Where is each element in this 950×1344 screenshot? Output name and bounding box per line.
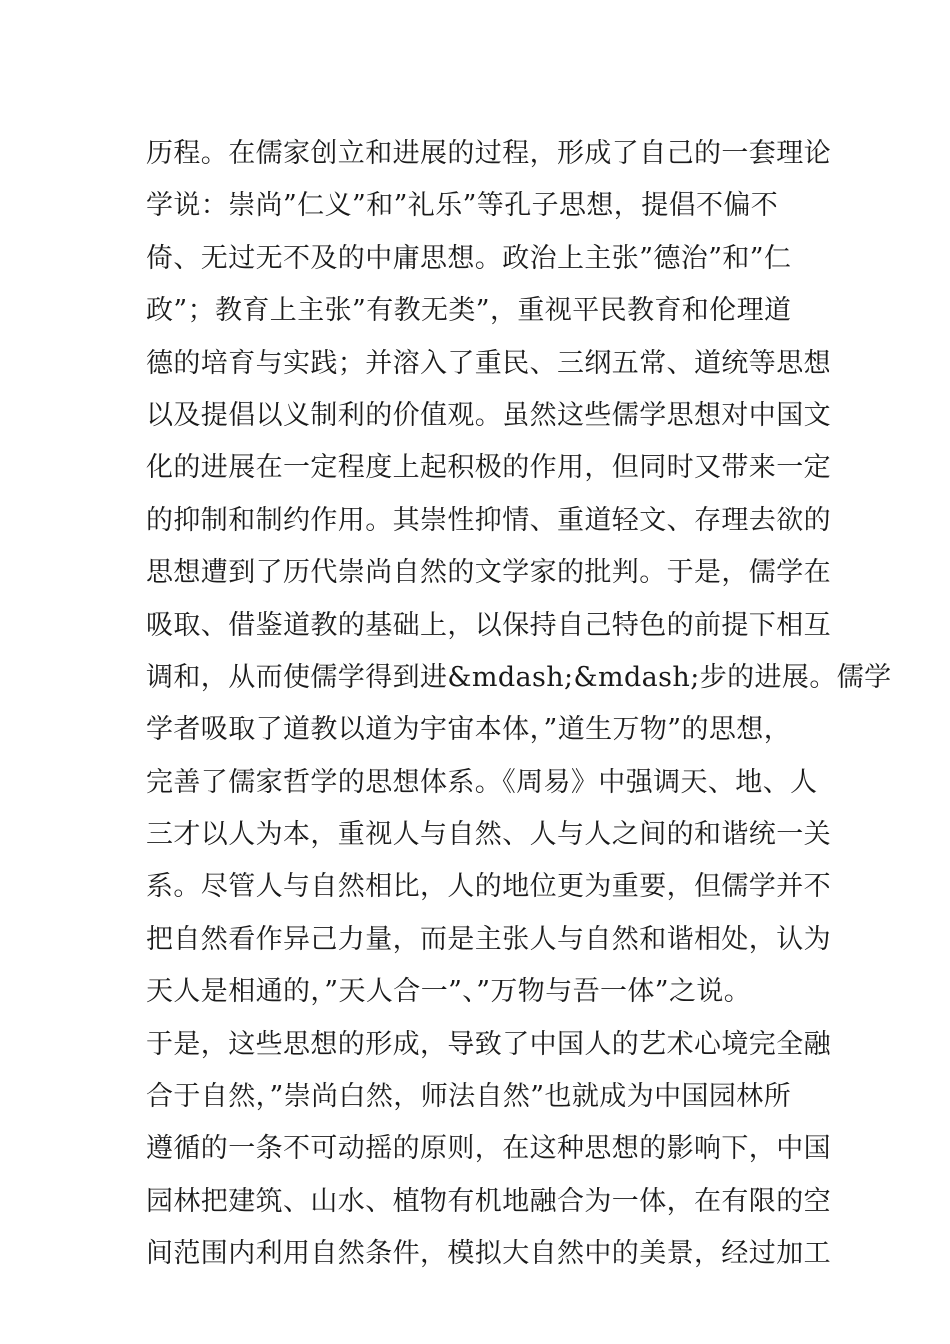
text-line: 于是，这些思想的形成，导致了中国人的艺术心境完全融 <box>146 1028 831 1060</box>
text-line: 政”；教育上主张”有教无类”，重视平民教育和伦理道 <box>146 295 792 327</box>
text-line: 吸取、借鉴道教的基础上，以保持自己特色的前提下相互 <box>146 609 831 641</box>
text-line: 学说：崇尚”仁义”和”礼乐”等孔子思想，提倡不偏不 <box>146 190 779 222</box>
text-line: 把自然看作异己力量，而是主张人与自然和谐相处，认为 <box>146 923 831 955</box>
text-line: 以及提倡以义制利的价值观。虽然这些儒学思想对中国文 <box>146 399 831 431</box>
text-line: 化的进展在一定程度上起积极的作用，但同时又带来一定 <box>146 452 831 484</box>
text-line: 园林把建筑、山水、植物有机地融合为一体，在有限的空 <box>146 1185 831 1217</box>
body-paragraph <box>146 128 892 1281</box>
text-line: 历程。在儒家创立和进展的过程，形成了自己的一套理论 <box>146 138 831 169</box>
text-line: 调和，从而使儒学得到进&mdash;&mdash;步的进展。儒学 <box>146 661 892 693</box>
text-line: 遵循的一条不可动摇的原则，在这种思想的影响下，中国 <box>146 1133 831 1165</box>
text-line: 学者吸取了道教以道为宇宙本体，”道生万物”的思想， <box>146 714 792 746</box>
text-line: 系。尽管人与自然相比，人的地位更为重要，但儒学并不 <box>146 871 831 903</box>
text-line: 思想遭到了历代崇尚自然的文学家的批判。于是，儒学在 <box>146 557 831 589</box>
text-line: 间范围内利用自然条件，模拟大自然中的美景，经过加工 <box>146 1238 831 1270</box>
text-line: 完善了儒家哲学的思想体系。《周易》中强调天、地、人 <box>146 766 818 798</box>
text-line: 倚、无过无不及的中庸思想。政治上主张”德治”和”仁 <box>146 242 792 274</box>
text-line: 天人是相通的，”天人合一”、”万物与吾一体”之说。 <box>146 976 752 1008</box>
text-line: 合于自然，”崇尚白然，师法自然”也就成为中国园林所 <box>146 1081 792 1113</box>
text-line: 德的培育与实践；并溶入了重民、三纲五常、道统等思想 <box>146 347 831 379</box>
text-line: 的抑制和制约作用。其崇性抑情、重道轻文、存理去欲的 <box>146 504 831 536</box>
text-line: 三才以人为本，重视人与自然、人与人之间的和谐统一关 <box>146 819 831 851</box>
